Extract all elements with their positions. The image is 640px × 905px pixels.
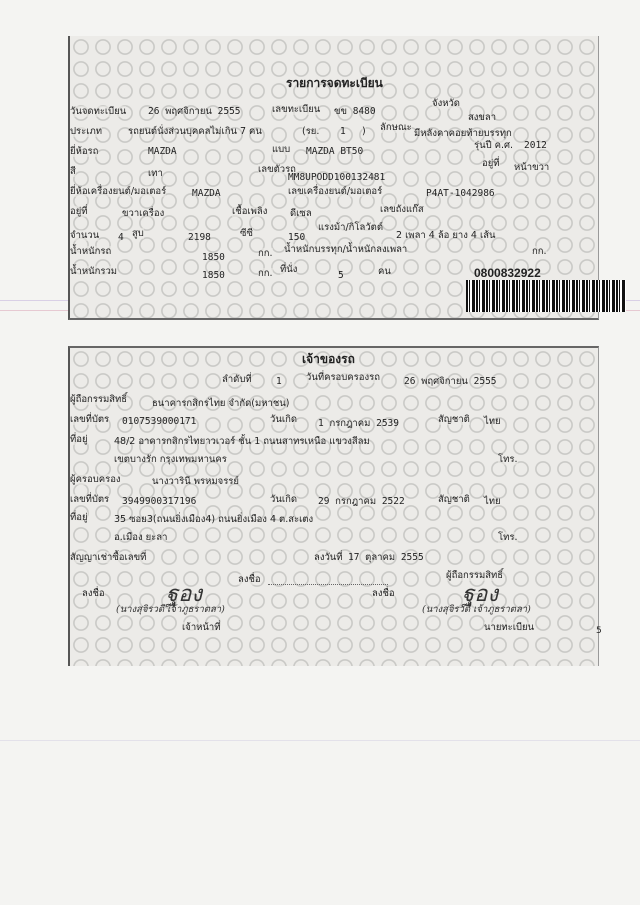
vehicle-weight: 1850 [202,252,225,263]
vehicle-type: รถยนต์นั่งส่วนบุคคลไม่เกิน 7 คน [128,126,262,137]
model-year: 2012 [524,140,547,151]
reg-date-label: วันจดทะเบียน [70,106,127,117]
holder-address-label: ที่อยู่ [70,434,88,445]
hp-label: แรงม้า/กิโลวัตต์ [318,222,384,233]
holder-birth-label: วันเกิด [270,414,297,425]
page-number-bottom: 5 [596,626,602,636]
gross-weight: 1850 [202,270,225,281]
possessor-address-label: ที่อยู่ [70,512,88,523]
possessor-tel-label: โทร. [498,532,518,543]
holder-label: ผู้ถือกรรมสิทธิ์ [70,394,128,405]
engine-number-label: เลขเครื่องยนต์/มอเตอร์ [288,186,383,197]
plate-label: เลขทะเบียน [272,104,321,115]
officer-signature: ฐอง [166,582,203,607]
chassis-location: หน้าขวา [514,162,550,173]
holder-id-label: เลขที่บัตร [70,414,110,425]
registration-document [62,28,602,668]
sequence-label: ลำดับที่ [222,374,252,385]
holder-id: 0107539000171 [122,416,197,427]
count-label: จำนวน [70,230,100,241]
possessor-birth-label: วันเกิด [270,494,297,505]
weight-unit: กก. [258,248,273,259]
possessor-birth: 29 กรกฎาคม 2522 [318,496,405,507]
gas-tank-label: เลขถังแก๊ส [380,204,424,215]
cylinder-count: 4 [118,232,124,243]
fuel-label: เชื้อเพลิง [232,206,268,217]
engine-brand: MAZDA [192,188,221,199]
reg-date: 26 พฤศจิกายน 2555 [148,106,241,117]
barcode [466,280,626,312]
fuel: ดีเซล [290,208,312,219]
possessor-id: 3949900317196 [122,496,197,507]
axles: 2 เพลา 4 ล้อ ยาง 4 เส้น [396,230,496,241]
load-unit: กก. [532,246,547,257]
weight-label: น้ำหนักรถ [70,246,112,257]
color: เทา [148,168,163,179]
contract-label: สัญญาเช่าซื้อเลขที่ [70,552,147,563]
gross-weight-unit: กก. [258,268,273,279]
chassis-label: เลขตัวรถ [258,164,296,175]
officer-title: เจ้าหน้าที่ [182,622,221,633]
province-label: จังหวัด [432,98,460,109]
possession-date-label: วันที่ครอบครองรถ [306,372,380,383]
possessor-address-line2: อ.เมือง ยะลา [114,532,168,543]
brand-label: ยี่ห้อรถ [70,146,99,157]
sign-line [268,584,388,585]
cylinder-label: สูบ [132,228,144,239]
chassis-number: MM8UPODD100132481 [288,172,386,183]
model-label: แบบ [272,144,291,155]
sequence: 1 [276,376,282,387]
sign-date-label: ลงวันที่ [314,552,343,563]
holder-birth: 1 กรกฎาคม 2539 [318,418,399,429]
holder: ธนาคารกสิกรไทย จำกัด(มหาชน) [152,398,290,409]
possessor: นางวารินี พรหมจรรย์ [152,476,239,487]
color-label: สี [70,166,76,177]
seats: 5 [338,270,344,281]
vehicle-style: มีหลังคาคอยท้ายบรรทุก [414,128,512,139]
registrar-sign-label: ลงชื่อ [372,588,395,599]
style-label: ลักษณะ [380,122,412,133]
horsepower: 150 [288,232,306,243]
holder-tel-label: โทร. [498,454,518,465]
model: MAZDA BT50 [306,146,364,157]
plate-number: ขข 8480 [334,106,376,117]
engine-location: ขวาเครื่อง [122,208,165,219]
type-code: (รย. [302,126,320,137]
possessor-nationality: ไทย [484,496,501,507]
sign-date: 17 ตุลาคม 2555 [348,552,424,563]
seats-label: ที่นั่ง [280,264,298,275]
type-code-number: 1 [340,126,346,137]
chassis-location-label: อยู่ที่ [482,158,500,169]
possessor-id-label: เลขที่บัตร [70,494,110,505]
engine-number: P4AT-1042986 [426,188,495,199]
cc-label: ซีซี [240,228,253,239]
registrar-signature: ฐอง [462,582,499,607]
holder-nationality-label: สัญชาติ [438,414,470,425]
barcode-number: 0800832922 [474,266,541,280]
registrar-name: (นางสุจิรวดี เจ้าภูธราตลา) [422,604,531,615]
engine-location-label: อยู่ที่ [70,206,88,217]
sign-label: ลงชื่อ [238,574,261,585]
engine-brand-label: ยี่ห้อเครื่องยนต์/มอเตอร์ [70,186,167,197]
holder-sign-label: ผู้ถือกรรมสิทธิ์ [446,570,504,581]
possessor-label: ผู้ครอบครอง [70,474,121,485]
officer-name: (นางสุจิรวดี เจ้าภูธราตลา) [116,604,225,615]
owner-title: เจ้าของรถ [302,352,355,366]
registrar-title: นายทะเบียน [484,622,535,633]
year-label: รุ่นปี ค.ศ. [474,140,514,151]
load-label: น้ำหนักบรรทุก/น้ำหนักลงเพลา [284,244,408,255]
registration-title: รายการจดทะเบียน [286,76,383,90]
brand: MAZDA [148,146,177,157]
engine-cc: 2198 [188,232,211,243]
type-label: ประเภท [70,126,103,137]
seats-unit: คน [378,266,391,277]
officer-sign-label: ลงชื่อ [82,588,105,599]
holder-address-line2: เขตบางรัก กรุงเทพมหานคร [114,454,227,465]
province: สงขลา [468,112,497,123]
possession-date: 26 พฤศจิกายน 2555 [404,376,497,387]
holder-address-line1: 48/2 อาคารกสิกรไทยาวเวอร์ ชั้น 1 ถนนสาทรเหนือ แขวงสีลม [114,436,370,447]
holder-nationality: ไทย [484,416,501,427]
type-code-close: ) [362,126,366,137]
possessor-address-line1: 35 ซอย3(ถนนยิ่งเมือง4) ถนนยิ่งเมือง 4 ต.สะเตง [114,514,314,525]
possessor-nationality-label: สัญชาติ [438,494,470,505]
gross-weight-label: น้ำหนักรวม [70,266,118,277]
